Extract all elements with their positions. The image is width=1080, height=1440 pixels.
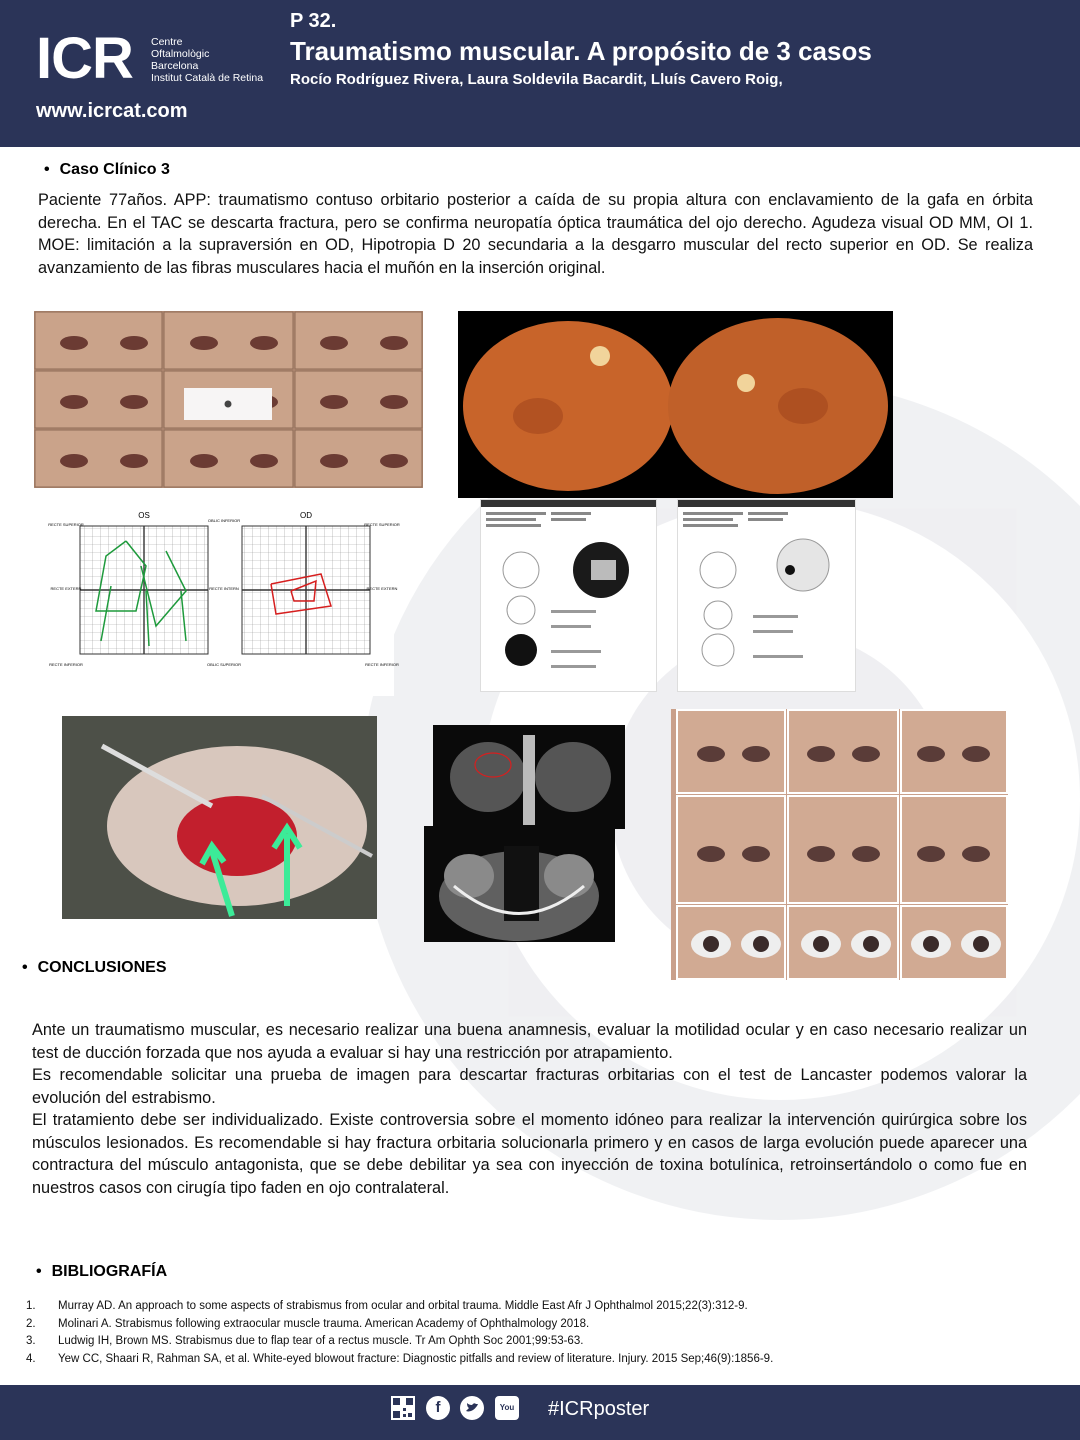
qr-code-icon[interactable] bbox=[391, 1396, 415, 1420]
bibliography-item bbox=[26, 1351, 1066, 1369]
bibliography-text: Murray AD. An approach to some aspects of strabismus from ocular and orbital trauma. Middle East Afr J Ophthalmol 2015;22(3):312-9. bbox=[58, 1300, 748, 1312]
bibliography-item bbox=[26, 1298, 1066, 1316]
poster-title: Traumatismo muscular. A propósito de 3 casos bbox=[290, 36, 872, 66]
logo-institution bbox=[151, 36, 263, 84]
lancaster-label: OBLIC SUPERIOR bbox=[206, 662, 242, 667]
facebook-icon[interactable]: f bbox=[426, 1396, 450, 1420]
poster-number: P 32. bbox=[290, 10, 337, 32]
conclusions-heading bbox=[22, 959, 167, 977]
ct-coronal-scan bbox=[433, 725, 625, 829]
conclusion-paragraph: Ante un traumatismo muscular, es necesario realizar una buena anamnesis, evaluar la motilidad ocular y en caso necesario realizar un test de ducción forzada que nos ayuda a evaluar si hay una restricción por atrapamiento. bbox=[32, 1021, 1027, 1062]
website-link[interactable]: www.icrcat.com bbox=[36, 100, 188, 122]
ct-axial-drawing bbox=[424, 826, 615, 942]
case-heading bbox=[44, 161, 170, 179]
bibliography-item bbox=[26, 1316, 1066, 1334]
bibliography-number: 1. bbox=[26, 1300, 36, 1312]
conclusion-paragraph: El tratamiento debe ser individualizado. Existe controversia sobre el momento idóneo para realizar la intervención quirúrgica sobre los músculos lesionados. Es recomendable si hay fractura orbitaria solucionarla primero y en casos de larga evolución puede aparecer una contractura del músculo antagonista, que se debe debilitar ya sea con inyección de toxina botulínica, retroinsertándolo o como fue en nuestros casos con cirugía tipo faden en ojo contralateral. bbox=[32, 1111, 1027, 1197]
fundus-drawing bbox=[458, 311, 893, 498]
logo-line: Oftalmològic bbox=[151, 48, 210, 60]
bullet-icon: • bbox=[22, 959, 28, 976]
eye-photo-grid-drawing bbox=[34, 311, 423, 488]
lancaster-chart bbox=[36, 496, 400, 696]
bibliography-text: Yew CC, Shaari R, Rahman SA, et al. White-eyed blowout fracture: Diagnostic pitfalls and review of literature. Injury. 2015 Sep;46(9):1856-9. bbox=[58, 1352, 774, 1365]
twitter-bird-glyph bbox=[460, 1396, 484, 1420]
lancaster-label: RECTE INFERIOR bbox=[49, 662, 83, 667]
bibliography-list bbox=[26, 1298, 1066, 1368]
lancaster-label: RECTE EXTERN bbox=[50, 586, 82, 591]
visual-field-left-drawing bbox=[481, 500, 656, 691]
youtube-icon[interactable]: You bbox=[495, 1396, 519, 1420]
bibliography-number: 2. bbox=[26, 1317, 36, 1330]
lancaster-label: RECTE EXTERN bbox=[366, 586, 398, 591]
ct-axial-scan bbox=[424, 826, 615, 942]
twitter-icon[interactable] bbox=[460, 1396, 484, 1420]
bibliography-item bbox=[26, 1333, 1066, 1351]
lancaster-label: RECTE INFERIOR bbox=[365, 662, 399, 667]
bullet-icon: • bbox=[44, 161, 50, 178]
bullet-icon: • bbox=[36, 1263, 42, 1280]
postop-eye-photo-grid bbox=[671, 709, 1008, 980]
visual-field-report-left bbox=[480, 499, 657, 692]
lancaster-label: RECTE SUPERIOR bbox=[364, 522, 400, 527]
lancaster-right-title: OD bbox=[300, 511, 312, 520]
surgery-photo bbox=[62, 716, 377, 919]
bibliography-text: Molinari A. Strabismus following extraocular muscle trauma. American Academy of Ophthalmology 2018. bbox=[58, 1317, 590, 1330]
hashtag: #ICRposter bbox=[548, 1398, 650, 1420]
logo-line: Institut Català de Retina bbox=[151, 72, 264, 84]
case-heading-text: Caso Clínico 3 bbox=[59, 161, 170, 178]
bibliography-text: Ludwig IH, Brown MS. Strabismus due to flap tear of a rectus muscle. Tr Am Ophth Soc 2001;99:53-63. bbox=[58, 1335, 584, 1347]
bibliography-heading-text: BIBLIOGRAFÍA bbox=[51, 1263, 168, 1280]
fundus-photographs bbox=[458, 311, 893, 498]
bibliography-number: 3. bbox=[26, 1335, 36, 1347]
lancaster-drawing bbox=[36, 496, 400, 696]
lancaster-label: OBLIC INFERIOR bbox=[207, 518, 241, 523]
conclusions-heading-text: CONCLUSIONES bbox=[37, 959, 167, 976]
postop-grid-drawing bbox=[671, 709, 1008, 980]
logo-line: Barcelona bbox=[151, 60, 199, 72]
poster-authors: Rocío Rodríguez Rivera, Laura Soldevila Bacardit, Lluís Cavero Roig, bbox=[290, 71, 783, 88]
case-description bbox=[38, 189, 1033, 279]
lancaster-label: RECTE SUPERIOR bbox=[48, 522, 84, 527]
ct-coronal-drawing bbox=[433, 725, 625, 829]
bibliography-number: 4. bbox=[26, 1352, 36, 1365]
surgery-drawing bbox=[62, 716, 377, 919]
conclusion-paragraph: Es recomendable solicitar una prueba de imagen para descartar fracturas orbitarias con el test de Lancaster podemos valorar la evolución del estrabismo. bbox=[32, 1066, 1027, 1107]
case-text: Paciente 77años. APP: traumatismo contuso orbitario posterior a caída de su propia altura con enclavamiento de la gafa en órbita derecha. En el TAC se descarta fractura, pero se confirma neuropatía óptica traumática del ojo derecho. Agudeza visual OD MM, OI 1. MOE: limitación a la supraversión en OD, Hipotropia D 20 secundaria a la desgarro muscular del recto superior en OD. Se realiza avanzamiento de las fibras musculares hacia el muñón en la inserción original. bbox=[38, 191, 1033, 277]
footer-banner bbox=[0, 1385, 1080, 1440]
bibliography-heading bbox=[36, 1263, 167, 1281]
visual-field-right-drawing bbox=[678, 500, 855, 691]
lancaster-left-title: OS bbox=[138, 511, 150, 520]
eye-motility-photo-grid bbox=[34, 311, 423, 488]
conclusions-body bbox=[32, 1019, 1027, 1199]
lancaster-label: RECTE INTERN bbox=[209, 586, 239, 591]
icr-logo: ICR bbox=[36, 26, 133, 91]
visual-field-report-right bbox=[677, 499, 856, 692]
logo-line: Centre bbox=[151, 36, 183, 48]
